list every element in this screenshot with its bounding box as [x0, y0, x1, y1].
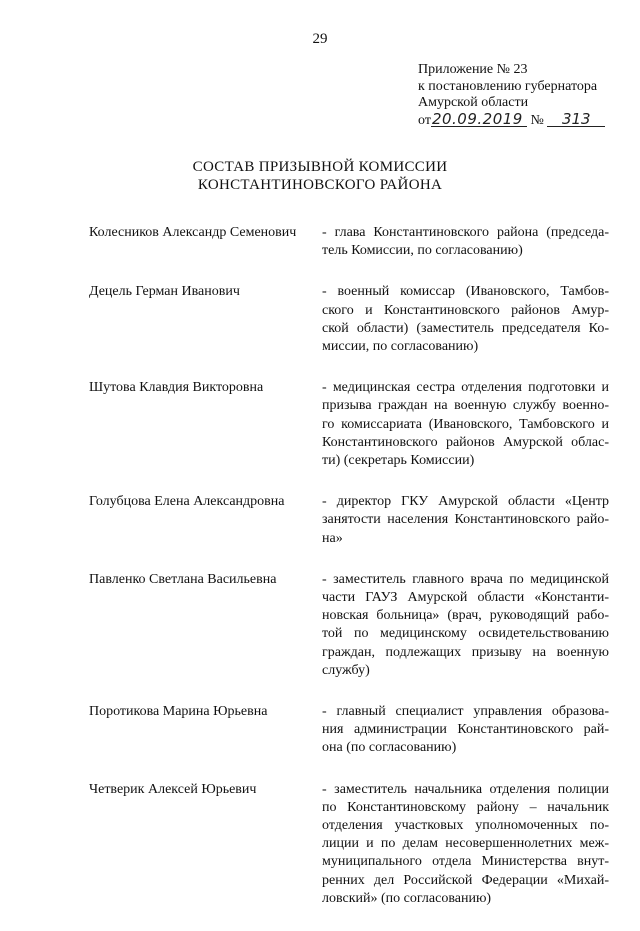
member-role-line: тель Комиссии, по согласованию) [322, 243, 523, 259]
member-role-line: занятости населения Константиновского райо- [322, 512, 609, 528]
document-title [0, 158, 640, 194]
member-role-line: - военный комиссар (Ивановского, Тамбов- [322, 284, 609, 300]
member-role-line: ской области) (заместитель председателя Ко- [322, 320, 609, 336]
member-row [89, 379, 609, 470]
member-role-line: ренних дел Российской Федерации «Михай- [322, 872, 609, 888]
member-role [322, 571, 609, 680]
member-role-line: отделения участковых уполномоченных по- [322, 818, 609, 834]
appendix-region: Амурской области [418, 95, 529, 110]
member-role-line: - заместитель главного врача по медицинской [322, 571, 609, 587]
member-row [89, 283, 609, 356]
appendix-number: Приложение № 23 [418, 62, 528, 77]
appendix-date-line [418, 109, 605, 130]
member-role-line: на» [322, 530, 343, 546]
member-role [322, 283, 609, 356]
member-role [322, 703, 609, 758]
member-role-line: службу) [322, 662, 370, 678]
number-prefix: № [530, 112, 544, 128]
member-role [322, 781, 609, 908]
member-row [89, 224, 609, 260]
member-role-line: граждан, подлежащих призыву на военную [322, 644, 609, 660]
member-row [89, 493, 609, 548]
member-role-line: той по медицинскому освидетельствованию [322, 626, 609, 642]
member-role-line: по Константиновскому району – начальник [322, 799, 609, 815]
member-row [89, 571, 609, 680]
member-name: Колесников Александр Семенович [89, 225, 297, 240]
member-role-line: ловский» (по согласованию) [322, 890, 492, 906]
member-role-line: она (по согласованию) [322, 740, 457, 756]
member-role-line: ского и Константиновского районов Амур- [322, 302, 609, 318]
member-role-line: лиции и по делам несовершеннолетних меж- [322, 836, 609, 852]
member-role [322, 493, 609, 548]
member-row [89, 703, 609, 758]
commission-members-list [89, 224, 609, 931]
member-role [322, 224, 609, 260]
member-role-line: Константиновского районов Амурской облас- [322, 434, 609, 450]
member-role [322, 379, 609, 470]
member-name: Децель Герман Иванович [89, 284, 240, 300]
member-name: Поротикова Марина Юрьевна [89, 704, 268, 720]
member-role-line: - директор ГКУ Амурской области «Центр [322, 494, 609, 510]
page-number: 29 [312, 31, 328, 47]
member-role-line: новская больница» (врач, руководящий рабо- [322, 608, 609, 624]
member-role-line: - глава Константиновского района (председа- [322, 225, 609, 240]
member-role-line: - медицинская сестра отделения подготовки и [322, 380, 609, 396]
member-role-line: части ГАУЗ Амурской области «Константи- [322, 590, 609, 606]
member-name: Павленко Светлана Васильевна [89, 571, 277, 587]
member-name: Четверик Алексей Юрьевич [89, 781, 257, 797]
title-line-1: СОСТАВ ПРИЗЫВНОЙ КОМИССИИ [192, 159, 448, 175]
member-role-line: го комиссариата (Ивановского, Тамбовского и [322, 416, 609, 432]
member-name: Голубцова Елена Александровна [89, 494, 285, 510]
member-role-line: - заместитель начальника отделения полиции [322, 781, 609, 797]
member-role-line: миссии, по согласованию) [322, 339, 479, 355]
appendix-header [418, 62, 605, 129]
member-role-line: ти) (секретарь Комиссии) [322, 453, 475, 469]
handwritten-number: 313 [547, 112, 605, 127]
handwritten-date: 20.09.2019 [431, 112, 527, 127]
date-prefix: от [418, 112, 431, 128]
member-role-line: призыва граждан на военную службу военно- [322, 398, 609, 414]
member-name: Шутова Клавдия Викторовна [89, 380, 264, 396]
member-role-line: - главный специалист управления образова- [322, 704, 609, 720]
appendix-decree: к постановлению губернатора [418, 78, 598, 94]
title-line-2: КОНСТАНТИНОВСКОГО РАЙОНА [197, 177, 443, 193]
member-role-line: муниципального отдела Министерства внут- [322, 854, 609, 870]
member-role-line: ния администрации Константиновского рай- [322, 722, 609, 738]
member-row [89, 781, 609, 908]
